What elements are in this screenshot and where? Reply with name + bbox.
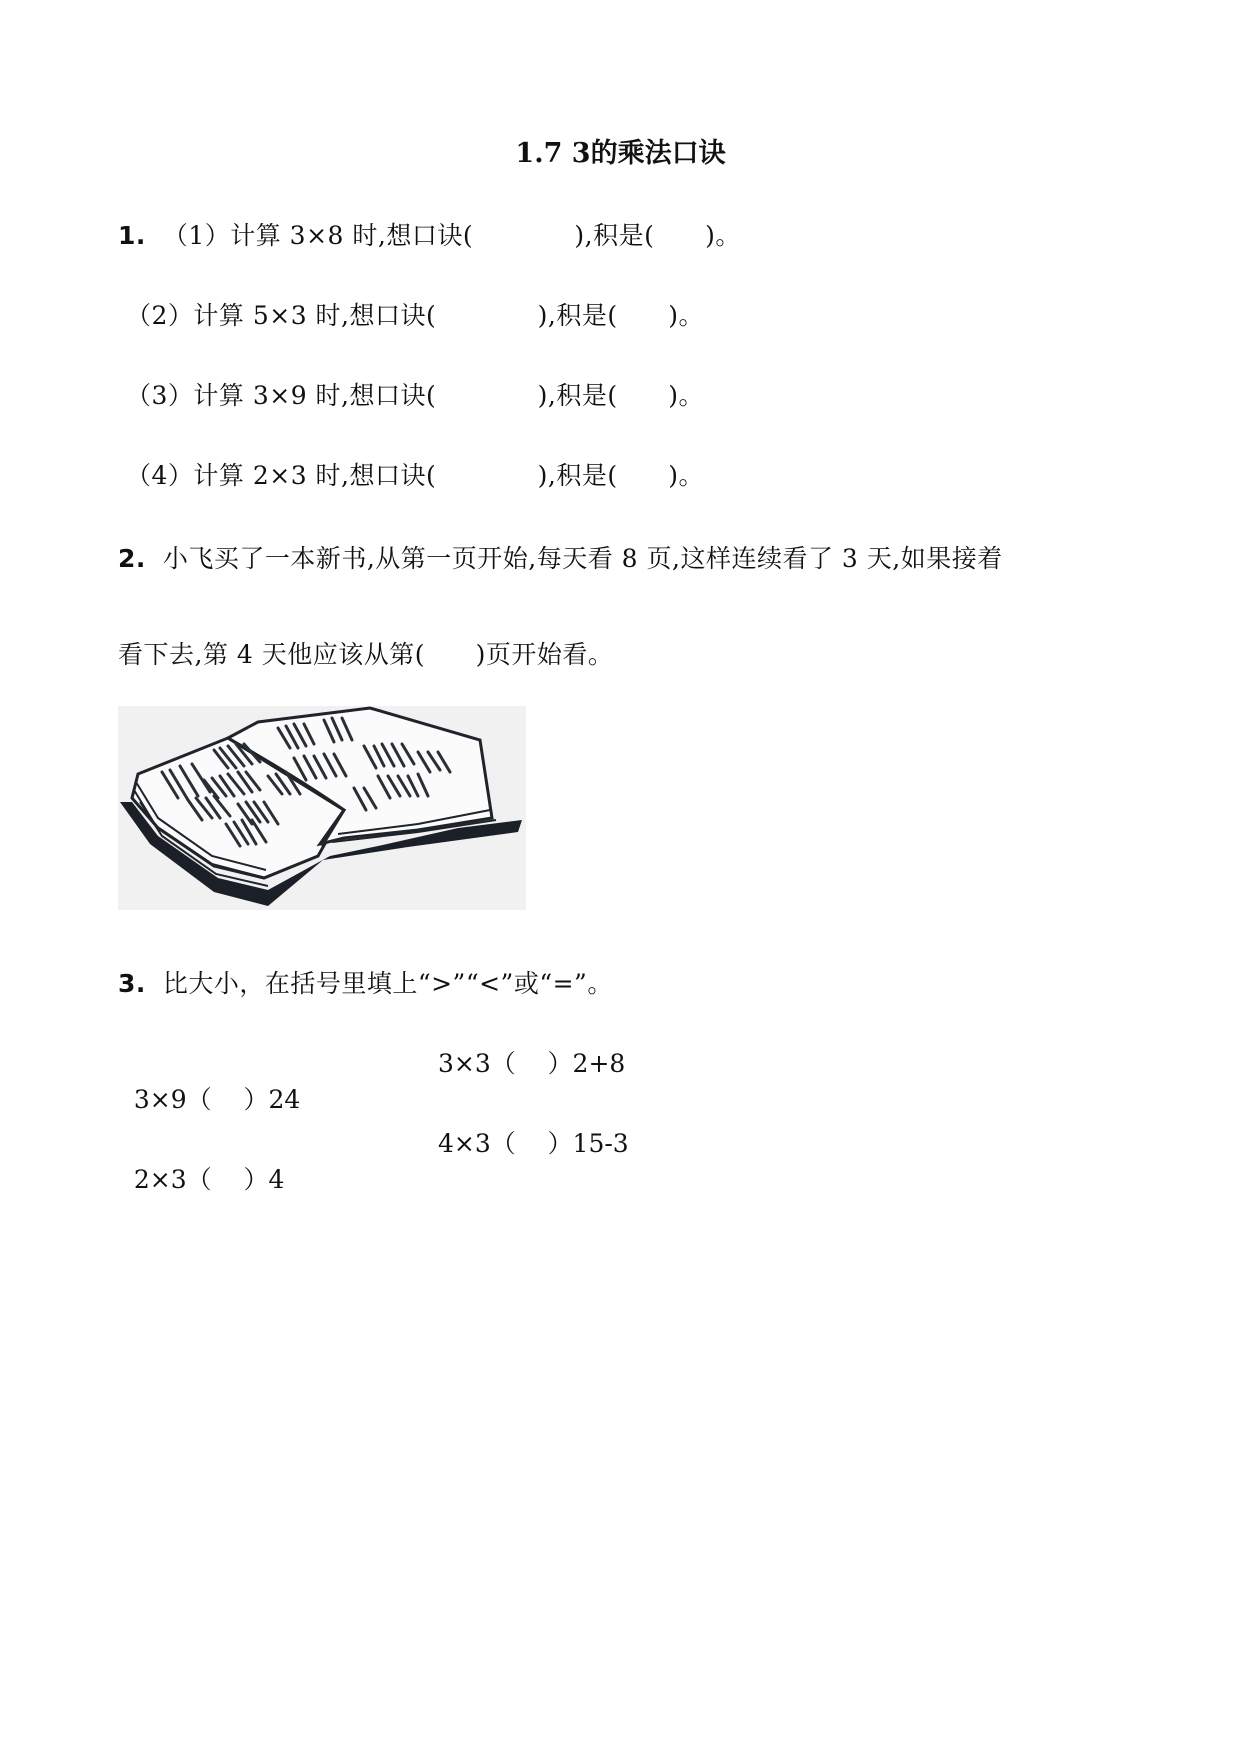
q2-line-2: 看下去,第 4 天他应该从第( )页开始看。 <box>118 640 614 669</box>
q3-number: 3. <box>118 969 146 998</box>
compare-row-2 <box>118 1126 629 1234</box>
q1-item-4: （4）计算 2×3 时,想口诀( ),积是( )。 <box>126 461 705 490</box>
compare-item-1-left: 3×9（ ）24 <box>133 1085 301 1114</box>
page-title: 1.7 3的乘法口诀 <box>515 138 726 169</box>
q1-item-1 <box>118 218 741 254</box>
q2-line-1 <box>118 541 1003 577</box>
q3-instruction-line <box>118 966 613 1002</box>
q3-instruction: 比大小，在括号里填上“>”“<”或“=”。 <box>162 969 613 998</box>
q2-number: 2. <box>118 544 146 573</box>
open-book-icon <box>118 706 526 910</box>
q2-line-1-text: 小飞买了一本新书,从第一页开始,每天看 8 页,这样连续看了 3 天,如果接着 <box>162 544 1003 573</box>
q1-item-3: （3）计算 3×9 时,想口诀( ),积是( )。 <box>126 381 705 410</box>
q1-item-2: （2）计算 5×3 时,想口诀( ),积是( )。 <box>126 301 705 330</box>
compare-item-1-right: 3×3（ ）2+8 <box>438 1049 626 1078</box>
q1-item-1-text: （1）计算 3×8 时,想口诀( ),积是( )。 <box>162 221 741 250</box>
compare-item-2-left: 2×3（ ）4 <box>133 1165 285 1194</box>
compare-item-2-right: 4×3（ ）15-3 <box>438 1129 629 1158</box>
q1-number: 1. <box>118 221 146 250</box>
